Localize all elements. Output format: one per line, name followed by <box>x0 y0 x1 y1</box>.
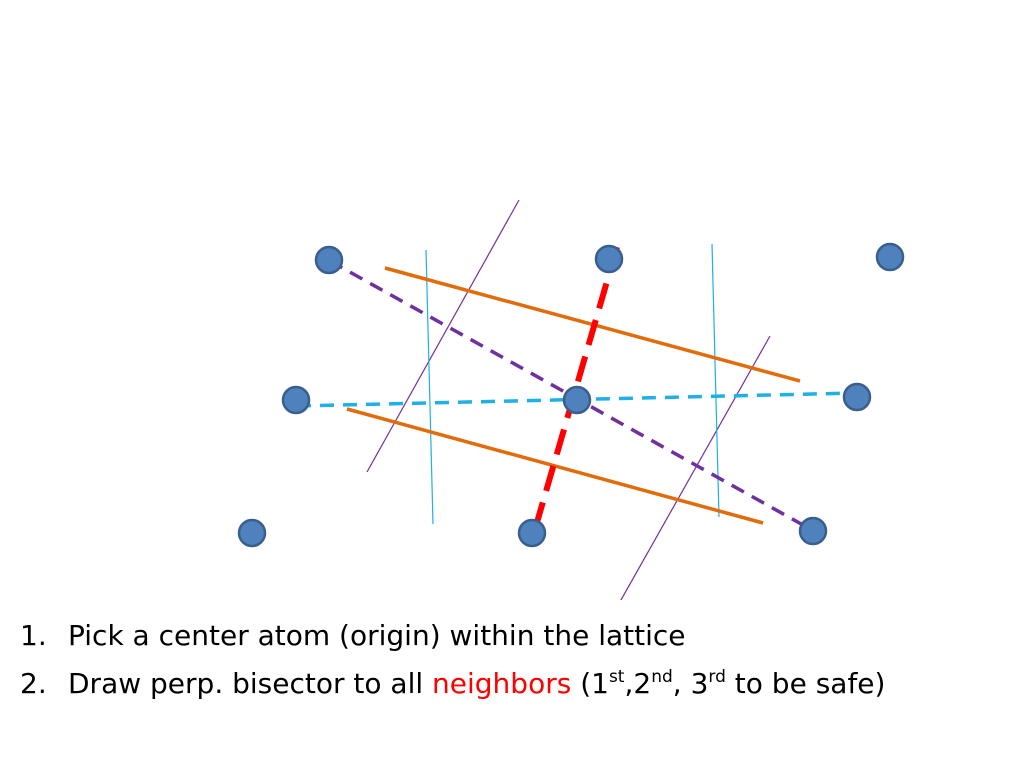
atom-top-center <box>596 246 622 272</box>
superscript-st: st <box>608 667 625 687</box>
atom-top-left <box>316 247 342 273</box>
atom-bottom-right <box>800 518 826 544</box>
step-2 <box>20 660 1010 708</box>
step-text-before: Draw perp. bisector to all <box>68 667 433 700</box>
atom-top-right <box>877 244 903 270</box>
step-text-after: to be safe) <box>725 667 886 700</box>
step-number: 1. <box>20 619 47 652</box>
step-paren-open: (1 <box>571 667 609 700</box>
step-1 <box>20 612 1010 660</box>
purple-bisector-right <box>617 336 770 600</box>
purple-bisector-left <box>367 200 519 472</box>
step-text: Pick a center atom (origin) within the lattice <box>68 619 686 652</box>
step-sep-1: ,2 <box>624 667 652 700</box>
steps-list <box>20 612 1010 708</box>
atom-bottom-center <box>519 520 545 546</box>
atom-middle-left <box>283 387 309 413</box>
atom-bottom-left <box>239 520 265 546</box>
blue-bisector-left <box>426 250 433 524</box>
superscript-nd: nd <box>651 667 673 687</box>
step-number: 2. <box>20 667 47 700</box>
neighbors-highlight: neighbors <box>432 667 572 700</box>
atom-center-origin <box>564 387 590 413</box>
step-sep-2: , 3 <box>672 667 709 700</box>
atom-middle-right <box>844 384 870 410</box>
superscript-rd: rd <box>708 667 726 687</box>
